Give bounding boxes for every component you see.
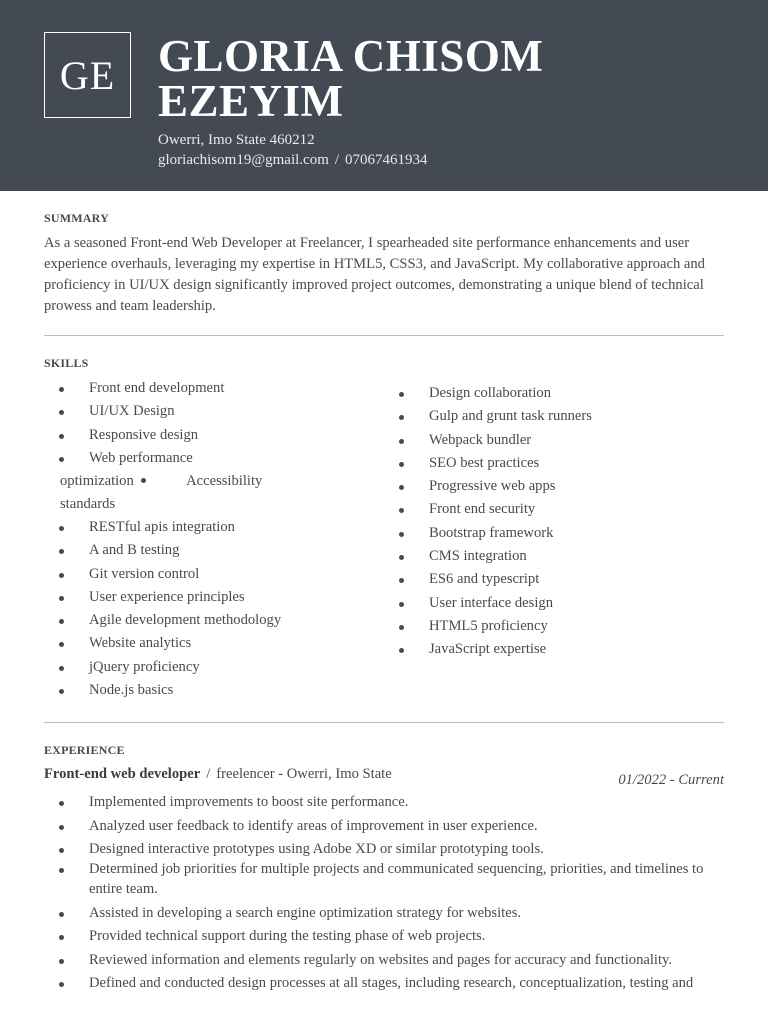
bullet-icon bbox=[399, 532, 404, 537]
list-item: Responsive design bbox=[44, 425, 364, 448]
bullet-icon bbox=[399, 555, 404, 560]
bullet-icon bbox=[399, 578, 404, 583]
list-item: JavaScript expertise bbox=[384, 639, 724, 662]
list-item: Assisted in developing a search engine optimization strategy for websites. bbox=[44, 903, 728, 923]
list-item: Bootstrap framework bbox=[384, 523, 724, 546]
bullet-icon bbox=[59, 410, 64, 415]
skills-list-right bbox=[384, 383, 724, 663]
list-item: Analyzed user feedback to identify areas of improvement in user experience. bbox=[44, 816, 728, 836]
list-item: CMS integration bbox=[384, 546, 724, 569]
bullet-icon bbox=[399, 602, 404, 607]
summary-text: As a seasoned Front-end Web Developer at Freelancer, I spearheaded site performance enhancements and user experience overhauls, leveraging my expertise in HTML5, CSS3, and JavaScript. My collaborative approach and proficiency in UI/UX design significantly improved project outcomes, demonstrating a unique blend of technical prowess and team leadership. bbox=[44, 235, 705, 314]
bullet-icon bbox=[399, 392, 404, 397]
job-heading bbox=[44, 766, 392, 783]
divider bbox=[44, 722, 724, 723]
job-title: Front-end web developer bbox=[44, 766, 201, 782]
bullet-icon bbox=[141, 478, 146, 483]
divider bbox=[44, 335, 724, 336]
bullet-icon bbox=[59, 825, 64, 830]
list-item: SEO best practices bbox=[384, 453, 724, 476]
skill-text: Accessibility bbox=[186, 473, 263, 489]
list-item: RESTful apis integration bbox=[44, 517, 364, 540]
bullet-icon bbox=[59, 868, 64, 873]
list-item: Node.js basics bbox=[44, 680, 364, 703]
bullet-icon bbox=[59, 689, 64, 694]
bullet-icon bbox=[59, 642, 64, 647]
list-item: Website analytics bbox=[44, 633, 364, 656]
list-item: A and B testing bbox=[44, 540, 364, 563]
skill-text: optimization bbox=[60, 473, 134, 489]
bullet-icon bbox=[59, 549, 64, 554]
bullet-icon bbox=[59, 848, 64, 853]
skills-list-left-bottom bbox=[44, 517, 364, 703]
list-item: Designed interactive prototypes using Adobe XD or similar prototyping tools. bbox=[44, 839, 728, 859]
bullet-icon bbox=[399, 508, 404, 513]
skill-wrapped-line-1 bbox=[60, 471, 262, 491]
name-line-2: EZEYIM bbox=[158, 76, 344, 126]
bullet-icon bbox=[59, 526, 64, 531]
list-item: Front end development bbox=[44, 378, 364, 401]
bullet-icon bbox=[399, 485, 404, 490]
job-separator: / bbox=[206, 766, 211, 782]
list-item: Agile development methodology bbox=[44, 610, 364, 633]
contact-separator: / bbox=[334, 152, 340, 168]
experience-bullets bbox=[44, 792, 728, 993]
bullet-icon bbox=[59, 596, 64, 601]
summary-heading: SUMMARY bbox=[44, 211, 109, 225]
phone[interactable]: 07067461934 bbox=[345, 152, 428, 168]
list-item: User interface design bbox=[384, 593, 724, 616]
name-line-1: GLORIA CHISOM bbox=[158, 31, 544, 81]
company: freelencer - Owerri, Imo State bbox=[216, 766, 392, 782]
monogram-badge: GE bbox=[44, 32, 131, 118]
bullet-icon bbox=[59, 982, 64, 987]
list-item: Web performance bbox=[44, 448, 364, 471]
skill-wrapped-line-2: standards bbox=[60, 496, 116, 512]
bullet-icon bbox=[59, 801, 64, 806]
candidate-name bbox=[158, 31, 718, 126]
list-item: Front end security bbox=[384, 499, 724, 522]
bullet-icon bbox=[59, 573, 64, 578]
job-dates: 01/2022 - Current bbox=[618, 772, 724, 788]
resume-header bbox=[0, 0, 768, 191]
email[interactable]: gloriachisom19@gmail.com bbox=[158, 152, 329, 168]
bullet-icon bbox=[59, 619, 64, 624]
bullet-icon bbox=[59, 434, 64, 439]
list-item: HTML5 proficiency bbox=[384, 616, 724, 639]
list-item: Provided technical support during the testing phase of web projects. bbox=[44, 926, 728, 946]
list-item: Defined and conducted design processes at all stages, including research, conceptualization, testing and bbox=[44, 973, 728, 993]
bullet-icon bbox=[59, 912, 64, 917]
list-item: User experience principles bbox=[44, 587, 364, 610]
bullet-icon bbox=[399, 625, 404, 630]
list-item: Design collaboration bbox=[384, 383, 724, 406]
bullet-icon bbox=[399, 415, 404, 420]
list-item: Webpack bundler bbox=[384, 430, 724, 453]
list-item: Gulp and grunt task runners bbox=[384, 406, 724, 429]
skills-heading: SKILLS bbox=[44, 356, 89, 370]
list-item: UI/UX Design bbox=[44, 401, 364, 424]
bullet-icon bbox=[59, 959, 64, 964]
list-item: Git version control bbox=[44, 564, 364, 587]
bullet-icon bbox=[59, 387, 64, 392]
bullet-icon bbox=[399, 439, 404, 444]
list-item: Reviewed information and elements regularly on websites and pages for accuracy and functionality. bbox=[44, 950, 728, 970]
experience-heading: EXPERIENCE bbox=[44, 743, 125, 757]
list-item: Determined job priorities for multiple projects and communicated sequencing, priorities, and timelines to entire team. bbox=[44, 859, 728, 899]
bullet-icon bbox=[59, 457, 64, 462]
bullet-icon bbox=[59, 935, 64, 940]
list-item: Implemented improvements to boost site performance. bbox=[44, 792, 728, 812]
bullet-icon bbox=[59, 666, 64, 671]
skills-list-left-top bbox=[44, 378, 364, 471]
bullet-icon bbox=[399, 648, 404, 653]
bullet-icon bbox=[399, 462, 404, 467]
address: Owerri, Imo State 460212 bbox=[158, 132, 315, 148]
list-item: Progressive web apps bbox=[384, 476, 724, 499]
list-item: jQuery proficiency bbox=[44, 657, 364, 680]
contact-line bbox=[158, 151, 428, 169]
list-item: ES6 and typescript bbox=[384, 569, 724, 592]
